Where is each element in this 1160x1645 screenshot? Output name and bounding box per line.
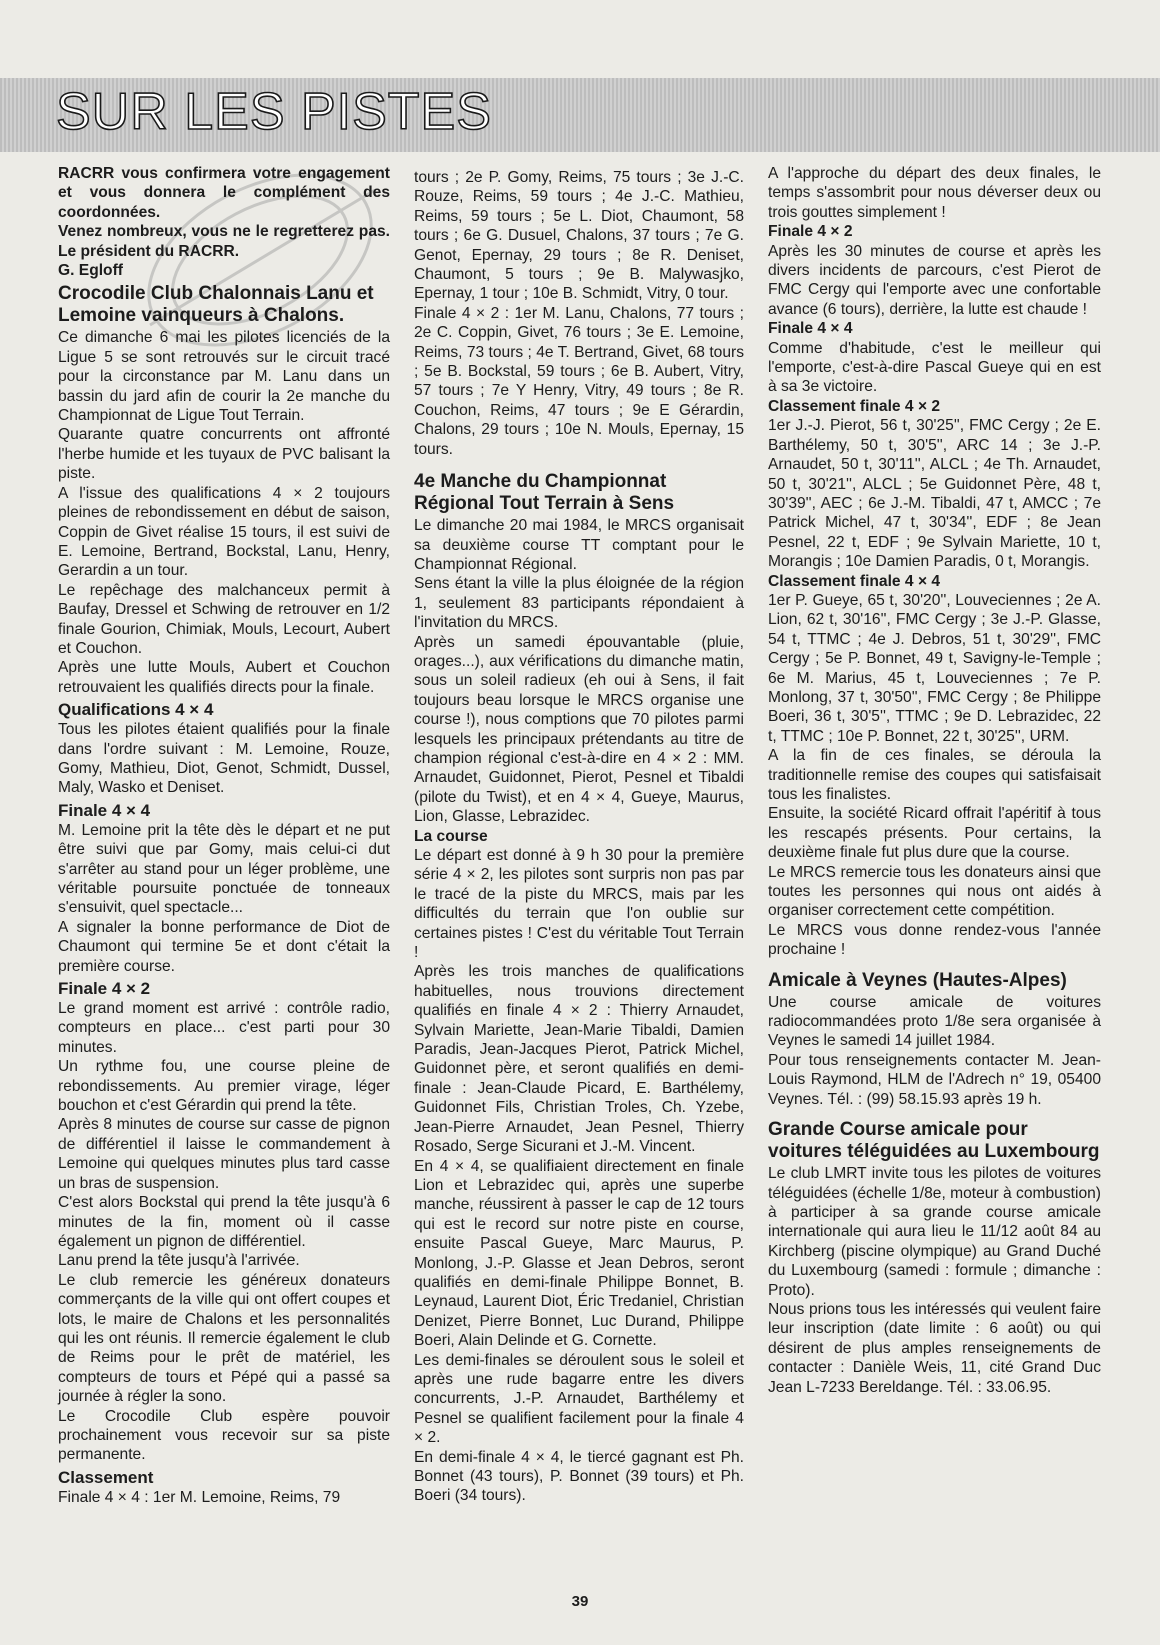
- paragraph: Après un samedi épouvantable (pluie, orages...), aux vérifications du dimanche matin, sous un soleil radieux (eh oui à Sens, il fait toujours beau lorsque le MRCS organise une course !), nous comptions que 70 pilotes parmi lesquels les principaux prétendants au titre de champion régional c'est-à-dire en 4 × 2 : MM. Arnaudet, Guidonnet, Pierot, Pesnel et Tibaldi (pilote du Twist), et en 4 × 4, Gueye, Maurus, Lion, Glasse, Lebrazidec.: [414, 633, 744, 826]
- paragraph: Tous les pilotes étaient qualifiés pour la finale dans l'ordre suivant : M. Lemoine, Rouze, Gomy, Mathieu, Diot, Genot, Schmidt, Dussel, Maly, Wasko et Deniset.: [58, 721, 390, 797]
- paragraph: Un rythme fou, une course pleine de rebondissements. Au premier virage, léger bouchon et c'est Gérardin qui prend la tête.: [58, 1058, 390, 1115]
- section-title: SUR LES PISTES: [56, 83, 492, 141]
- subheading: Classement: [58, 1467, 154, 1487]
- paragraph: En 4 × 4, se qualifiaient directement en finale Lion et Lebrazidec qui, après une superbe manche, réussirent à passer le cap de 12 tours qui est le record sur notre piste en course, ensuite Pascal Gueye, Marc Maurus, P. Monlong, J.-P. Glasse et Jean Debros, seront qualifiés en demi-finale Philippe Bonnet, B. Leynaud, Laurent Diot, Éric Tredaniel, Christian Denizet, Pierre Bonnet, Luc Durand, Philippe Boeri, Alain Delinde et G. Cornette.: [414, 1157, 744, 1350]
- paragraph: 1er J.-J. Pierot, 56 t, 30'25'', FMC Cergy ; 2e E. Barthélemy, 50 t, 30'5'', ARC 14 ; 3e J.-P. Arnaudet, 50 t, 30'11'', ALCL ; 4e Th. Arnaudet, 50 t, 30'21'', ALCL ; 5e Guidonnet Père, 48 t, 30'39'', AEC ; 6e J.-M. Tibaldi, 47 t, AMCC ; 7e Patrick Michel, 47 t, 30'34'', EDF ; 8e Jean Pesnel, 22 t, EDF ; 9e Sylvain Mariette, 10 t, Morangis ; 10e Damien Paradis, 0 t, Morangis.: [768, 417, 1101, 571]
- article-title: 4e Manche du Championnat Régional Tout Terrain à Sens: [414, 471, 675, 515]
- subheading: Classement finale 4 × 2: [768, 397, 941, 415]
- article-title: Grande Course amicale pour voitures téléguidées au Luxembourg: [768, 1119, 1100, 1163]
- paragraph: Ensuite, la société Ricard offrait l'apéritif à tous les rescapés présents. Pour certains, la deuxième finale fut plus dure que la course.: [768, 805, 1101, 862]
- paragraph: Ce dimanche 6 mai les pilotes licenciés de la Ligue 5 se sont retrouvés sur le circuit tracé pour la circonstance par M. Lanu dans un bassin du jard afin de courir la 2e manche du Championnat de Ligue Tout Terrain.: [58, 329, 390, 425]
- paragraph: Sens étant la ville la plus éloignée de la région 1, seulement 83 participants répondaient à l'invitation du MRCS.: [414, 575, 744, 632]
- paragraph: Après une lutte Mouls, Aubert et Couchon retrouvaient les qualifiés directs pour la finale.: [58, 659, 390, 696]
- signature: G. Egloff: [58, 262, 123, 280]
- paragraph: Le Crocodile Club espère pouvoir prochainement vous recevoir sur sa piste permanente.: [58, 1407, 390, 1464]
- paragraph: Le départ est donné à 9 h 30 pour la première série 4 × 2, les pilotes sont surpris non pas par le tracé de la piste du MRCS, mais par les difficultés du terrain que l'on oublie sur certaines pistes ! C'est du véritable Tout Terrain !: [414, 847, 744, 962]
- paragraph: Finale 4 × 4 : 1er M. Lemoine, Reims, 79: [58, 1488, 341, 1506]
- section-header-band: [0, 78, 1160, 152]
- paragraph: Après 8 minutes de course sur casse de pignon de différentiel il laisse le commandement à Lemoine qui quelques minutes plus tard casse un bras de suspension.: [58, 1116, 390, 1192]
- paragraph: Lanu prend la tête jusqu'à l'arrivée.: [58, 1252, 300, 1270]
- paragraph: Pour tous renseignements contacter M. Jean-Louis Raymond, HLM de l'Adrech n° 19, 05400 Veynes. Tél. : (99) 58.15.93 après 19 h.: [768, 1051, 1101, 1108]
- paragraph: Nous prions tous les intéressés qui veulent faire leur inscription (date limite : 6 août) ou qui désirent de plus amples renseignements de contacter : Danièle Weis, 11, cité Grand Duc Jean L-7233 Bereldange. Tél. : 33.06.95.: [768, 1300, 1101, 1396]
- paragraph: Comme d'habitude, c'est le meilleur qui l'emporte, c'est-à-dire Pascal Gueye qui en est à sa 3e victoire.: [768, 339, 1101, 396]
- subheading: La course: [414, 827, 488, 845]
- article-title: Crocodile Club Chalonnais Lanu et Lemoine vainqueurs à Chalons.: [58, 283, 374, 327]
- column-right: [768, 164, 1101, 1397]
- paragraph: A l'approche du départ des deux finales, le temps s'assombrit pour nous déverser deux ou trois gouttes simplement !: [768, 165, 1101, 221]
- paragraph: Le MRCS vous donne rendez-vous l'année prochaine !: [768, 921, 1101, 959]
- subheading: Finale 4 × 2: [768, 223, 853, 241]
- paragraph: Le MRCS remercie tous les donateurs ainsi que toutes les personnes qui nous ont aidés à organiser correctement cette compétition.: [768, 863, 1101, 920]
- paragraph: Le club LMRT invite tous les pilotes de voitures téléguidées (échelle 1/8e, moteur à combustion) à participer à sa grande course amicale internationale qui aura lieu le 11/12 août 84 au Kirchberg (piscine olympique) au Grand Duché du Luxembourg (samedi : formule ; dimanche : Proto).: [768, 1165, 1101, 1299]
- paragraph: Le dimanche 20 mai 1984, le MRCS organisait sa deuxième course TT comptant pour le Championnat Régional.: [414, 517, 744, 573]
- subheading: Qualifications 4 × 4: [58, 700, 214, 720]
- paragraph: Une course amicale de voitures radiocommandées proto 1/8e sera organisée à Veynes le samedi 14 juillet 1984.: [768, 993, 1101, 1050]
- paragraph: C'est alors Bockstal qui prend la tête jusqu'à 6 minutes de la fin, moment où il casse également un pignon de différentiel.: [58, 1194, 390, 1250]
- page-number: 39: [571, 1593, 589, 1610]
- paragraph: A l'issue des qualifications 4 × 2 toujours pleines de rebondissement en début de saison, Coppin de Givet réalise 15 tours, il est suivi de E. Lemoine, Bertrand, Bockstal, Lanu, Henry, Gerardin a un tour.: [58, 484, 390, 580]
- paragraph: Le club remercie les généreux donateurs commerçants de la ville qui ont offert coupes et lots, le maire de Chalons et les personnalités qui les ont réunis. Il remercie également le club de Reims pour le prêt de matériel, les compteurs de tours et Pépé qui a passé sa journée à régler la sono.: [58, 1271, 390, 1406]
- paragraph: Les demi-finales se déroulent sous le soleil et après une rude bagarre entre les divers concurrents, J.-P. Arnaudet, Barthélemy et Pesnel se qualifient facilement pour la finale 4 × 2.: [414, 1351, 744, 1447]
- paragraph: tours ; 2e P. Gomy, Reims, 75 tours ; 3e J.-C. Rouze, Reims, 59 tours ; 4e J.-C. Mathieu, Reims, 59 tours ; 5e L. Diot, Chaumont, 58 tours ; 6e G. Dusuel, Chalons, 37 tours ; 7e G. Genot, Epernay, 29 tours ; 8e R. Deniset, Chaumont, 5 tours ; 9e B. Malywasjko, Epernay, 1 tour ; 10e B. Schmidt, Vitry, 0 tour.: [414, 169, 744, 303]
- intro-paragraph: Venez nombreux, vous ne le regretterez pas. Le président du RACRR.: [58, 223, 390, 260]
- subheading: Finale 4 × 4: [768, 320, 853, 338]
- paragraph: 1er P. Gueye, 65 t, 30'20'', Louveciennes ; 2e A. Lion, 62 t, 30'16'', FMC Cergy ; 3e J.-P. Glasse, 54 t, TTMC ; 4e J. Debros, 51 t, 30'29'', FMC Cergy ; 5e P. Bonnet, 49 t, Savigny-le-Temple ; 6e M. Marius, 45 t, Louveciennes ; 7e P. Monlong, 37 t, 30'50'', FMC Cergy ; 8e Philippe Boeri, 36 t, 30'5'', TTMC ; 9e D. Lebrazidec, 22 t, TTMC ; 10e P. Bonnet, 22 t, 30'25'', URM.: [768, 591, 1101, 745]
- paragraph: Quarante quatre concurrents ont affronté l'herbe humide et les tuyaux de PVC balisant la piste.: [58, 426, 390, 483]
- intro-paragraph: RACRR vous confirmera votre engagement et vous donnera le complément des coordonnées.: [58, 165, 390, 221]
- paragraph: Après les 30 minutes de course et après les divers incidents de parcours, c'est Pierot de FMC Cergy qui l'emporte avec une confortable avance (6 tours), derrière, la lutte est chaude !: [768, 242, 1101, 318]
- subheading: Finale 4 × 2: [58, 979, 151, 999]
- column-left: [58, 164, 390, 1507]
- paragraph: En demi-finale 4 × 4, le tiercé gagnant est Ph. Bonnet (43 tours), P. Bonnet (39 tours) et Ph. Boeri (34 tours).: [414, 1448, 744, 1505]
- paragraph: Finale 4 × 2 : 1er M. Lanu, Chalons, 77 tours ; 2e C. Coppin, Givet, 76 tours ; 3e E. Lemoine, Reims, 73 tours ; 4e T. Bertrand, Givet, 68 tours ; 5e B. Bockstal, 59 tours ; 6e B. Aubert, Vitry, 57 tours ; 7e Y Henry, Vitry, 49 tours ; 8e R. Couchon, Reims, 47 tours ; 9e E Gérardin, Chalons, 29 tours ; 10e N. Mouls, Epernay, 15 tours.: [414, 304, 744, 458]
- paragraph: A la fin de ces finales, se déroula la traditionnelle remise des coupes qui satisfaisait tous les finalistes.: [768, 747, 1101, 803]
- paragraph: Le grand moment est arrivé : contrôle radio, compteurs en place... c'est parti pour 30 minutes.: [58, 1000, 390, 1056]
- paragraph: A signaler la bonne performance de Diot de Chaumont qui termine 5e et dont c'était la première course.: [58, 918, 390, 975]
- article-title: Amicale à Veynes (Hautes-Alpes): [768, 969, 1067, 991]
- paragraph: Le repêchage des malchanceux permit à Baufay, Dressel et Schwing de retrouver en 1/2 finale Gourion, Chimiak, Mouls, Lecourt, Aubert et Couchon.: [58, 581, 390, 657]
- subheading: Finale 4 × 4: [58, 800, 151, 820]
- paragraph: Après les trois manches de qualifications habituelles, nous trouvions directement qualifiés en finale 4 × 2 : Thierry Arnaudet, Sylvain Mariette, Jean-Marie Tibaldi, Damien Paradis, Jean-Jacques Pierot, Patrick Michel, Guidonnet père, et seront qualifiés en demi-finale : Jean-Claude Picard, E. Barthélemy, Guidonnet Fils, Christian Troles, Ch. Yzebe, Jean-Pierre Arnaudet, Jean Pesnel, Thierry Rosado, Serge Sicurani et J.-M. Vincent.: [414, 963, 744, 1156]
- subheading: Classement finale 4 × 4: [768, 572, 941, 590]
- column-middle: [414, 168, 744, 1506]
- paragraph: M. Lemoine prit la tête dès le départ et ne put être suivi que par Gomy, mais celui-ci dut s'arrêter au stand pour un léger problème, une véritable poursuite ponctuée de tonneaux s'ensuivit, quel spectacle...: [58, 821, 390, 917]
